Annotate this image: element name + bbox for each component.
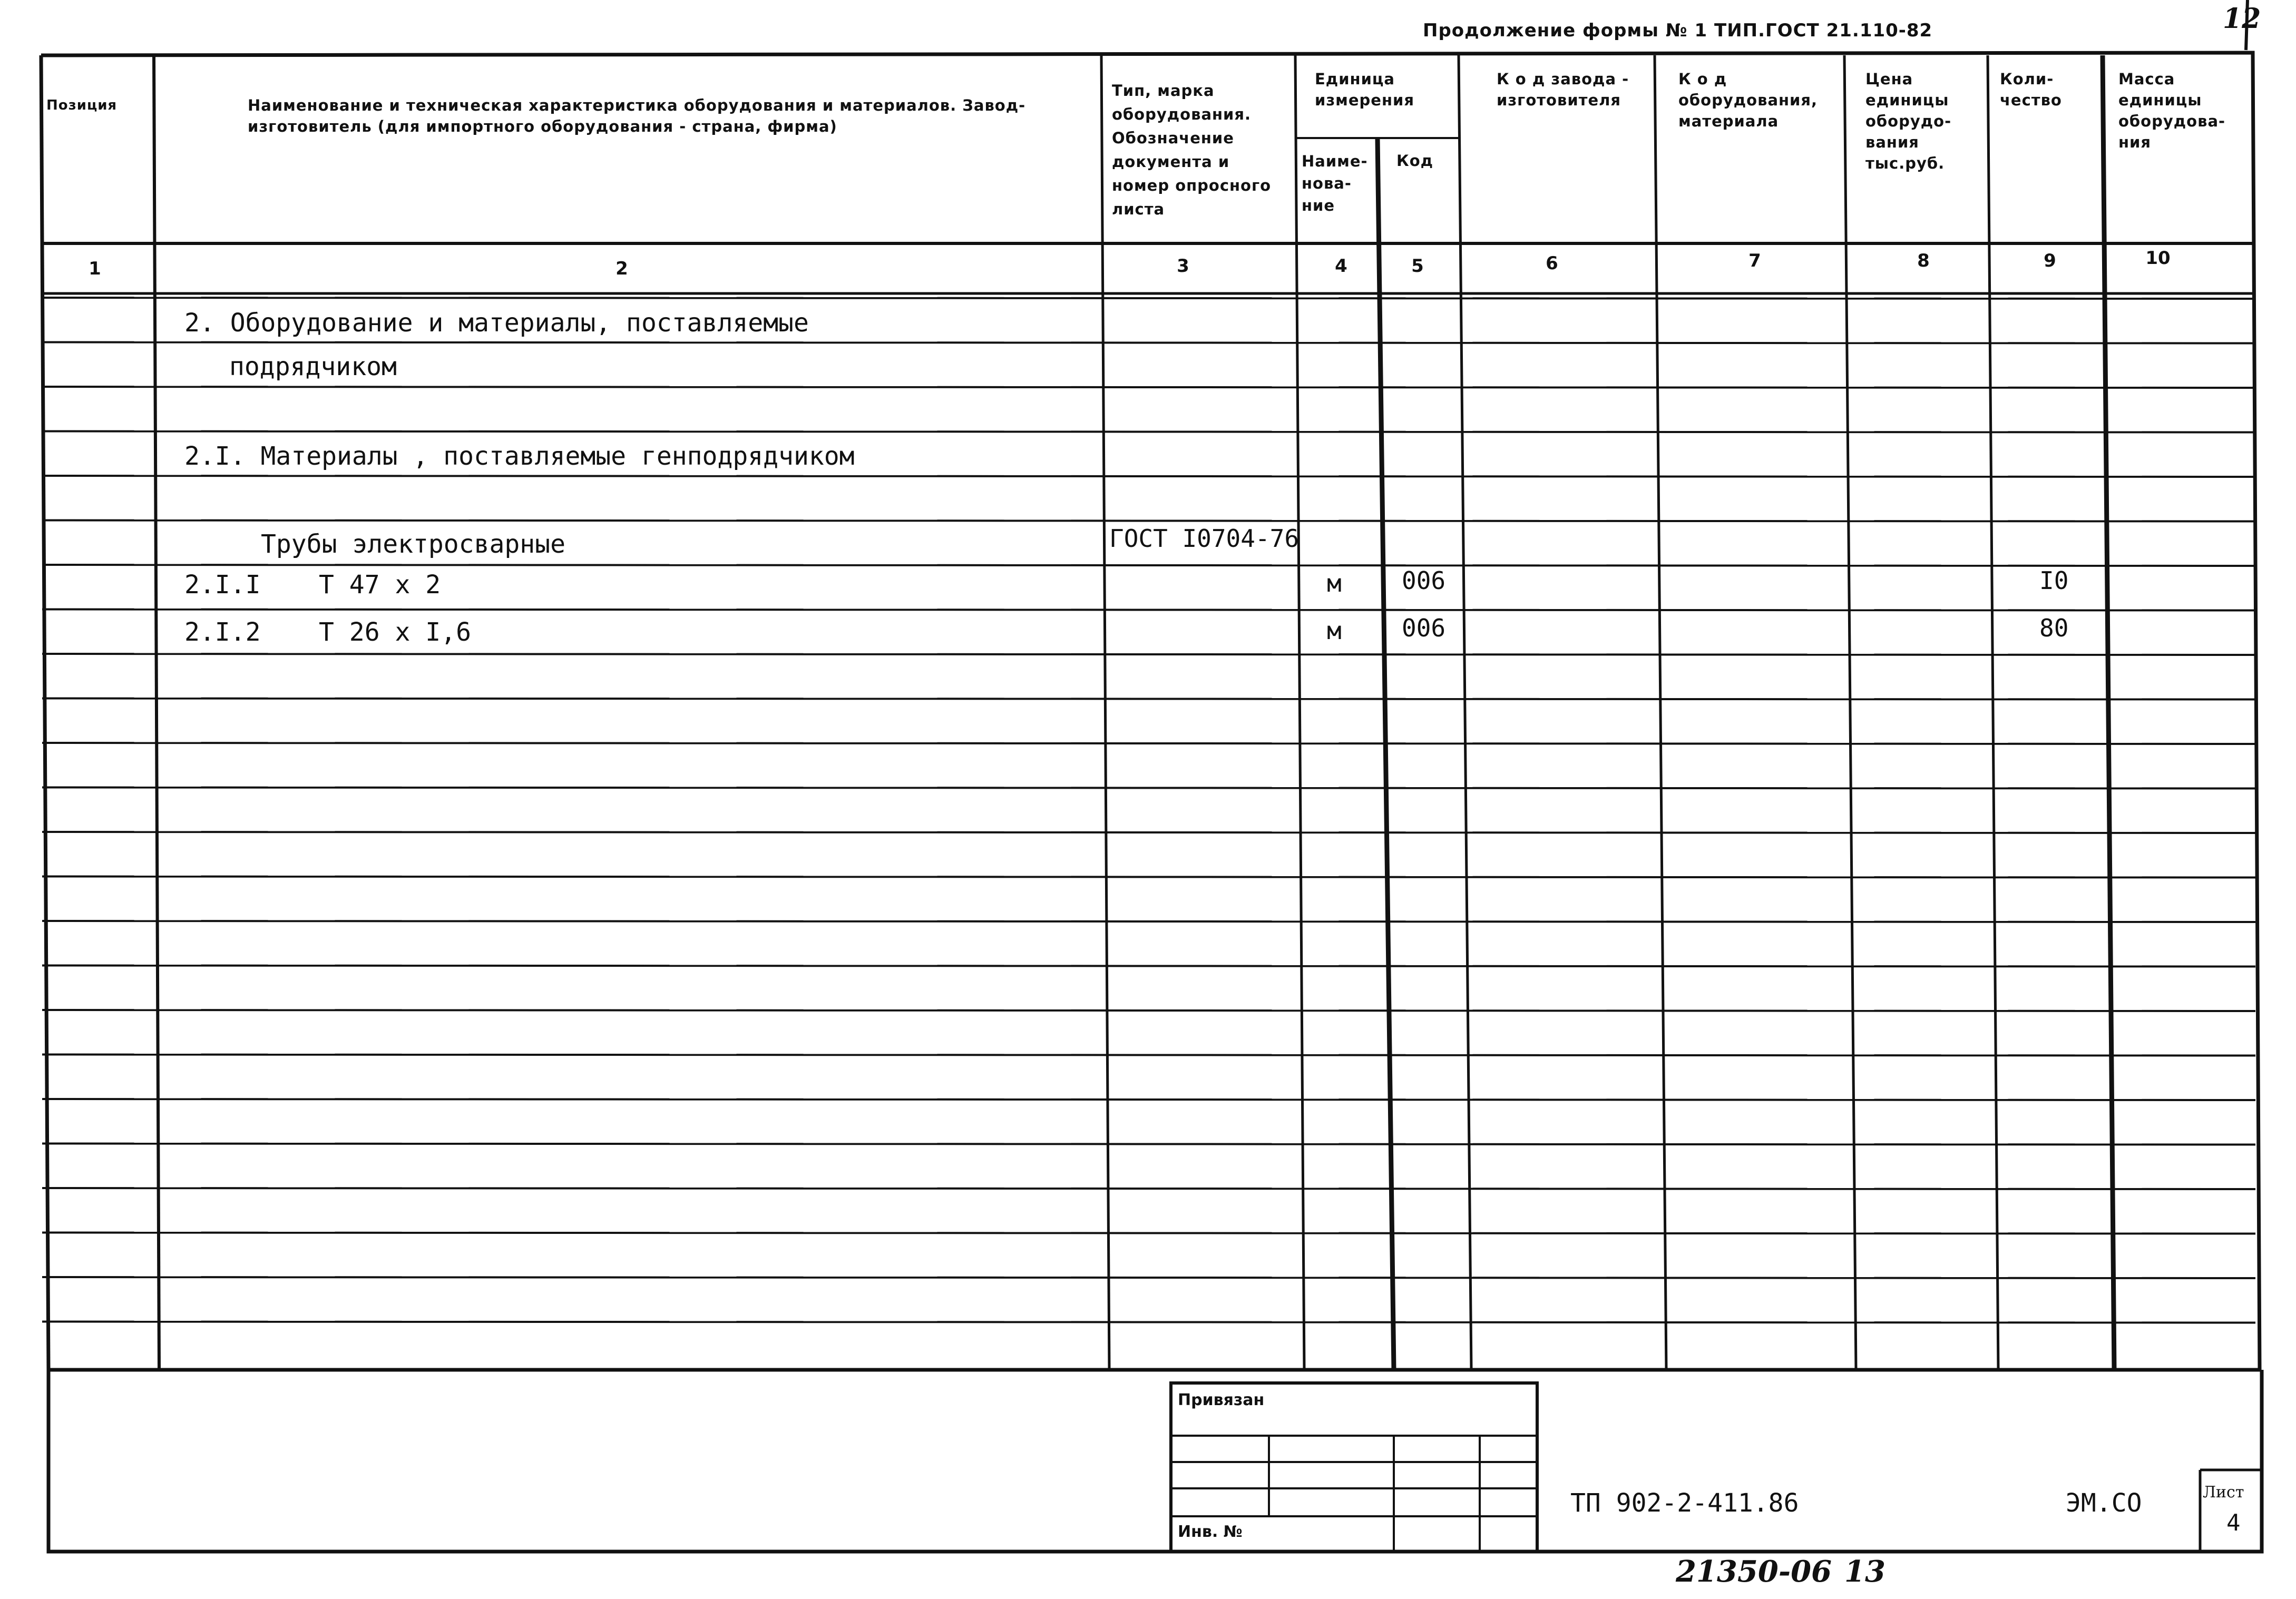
- item-group-name: Трубы электросварные: [261, 529, 565, 559]
- col-header-plant-code: К о д завода - изготовителя: [1497, 70, 1629, 109]
- row-2-position: 2.I.2: [184, 617, 261, 647]
- form-row-line: [42, 966, 2255, 967]
- col-header-mass: Масса единицы оборудова-ния: [2118, 70, 2226, 151]
- col-number-4: 4: [1335, 256, 1347, 277]
- footer-page-number: 13: [1844, 1554, 1885, 1589]
- form-row-line: [42, 1233, 2255, 1234]
- section-title-line-2: подрядчиком: [229, 352, 397, 381]
- stamp-inventory-label: Инв. №: [1178, 1523, 1243, 1541]
- form-row-line: [42, 877, 2255, 878]
- page-mark: 12: [2223, 3, 2261, 35]
- form-row-line: [42, 342, 2255, 344]
- stamp-section-code: ЭМ.СО: [2066, 1488, 2142, 1518]
- col-number-9: 9: [2044, 250, 2056, 271]
- form-row-line: [42, 1144, 2255, 1145]
- form-row-line: [42, 1277, 2255, 1278]
- col-header-unit-code: Код: [1396, 152, 1434, 170]
- col-number-1: 1: [89, 258, 101, 279]
- form-row-line: [42, 565, 2255, 566]
- stamp-bound-label: Привязан: [1178, 1391, 1265, 1409]
- row-1-quantity: I0: [2039, 566, 2069, 595]
- form-row-line: [42, 1188, 2255, 1189]
- col-header-type: Тип, марка оборудования. Обозначение документа и номер опросного листа: [1112, 82, 1272, 218]
- form-continuation-label: Продолжение формы № 1 ТИП.ГОСТ 21.110-82: [1423, 20, 1933, 41]
- form-row-line: [42, 610, 2255, 611]
- form-row-line: [42, 699, 2255, 700]
- col-header-position: Позиция: [46, 97, 118, 113]
- subsection-title: 2.I. Материалы , поставляемые генподрядчиком: [184, 442, 855, 471]
- row-1-position: 2.I.I: [184, 570, 261, 600]
- col-header-equipment-code: К о д оборудования, материала: [1678, 70, 1818, 130]
- row-2-unit-code: 006: [1402, 614, 1446, 642]
- form-row-line: [42, 1010, 2255, 1011]
- form-row-line: [42, 476, 2255, 477]
- form-row-line: [42, 298, 2255, 299]
- col-number-7: 7: [1748, 250, 1761, 271]
- col-header-quantity: Коли-чество: [2000, 70, 2062, 109]
- form-row-line: [42, 431, 2255, 433]
- form-row-line: [42, 832, 2255, 833]
- form-row-line: [42, 743, 2255, 744]
- row-2-unit: м: [1327, 616, 1342, 645]
- row-1-unit: м: [1327, 569, 1342, 597]
- form-row-line: [42, 1055, 2255, 1056]
- col-number-3: 3: [1177, 256, 1189, 277]
- col-number-10: 10: [2145, 248, 2171, 269]
- row-2-quantity: 80: [2039, 614, 2069, 642]
- form-row-line: [42, 1322, 2255, 1323]
- form-row-line: [42, 654, 2255, 655]
- stamp-sheet-label: Лист: [2203, 1483, 2244, 1502]
- col-number-2: 2: [615, 258, 628, 279]
- col-number-5: 5: [1411, 256, 1424, 277]
- form-row-line: [42, 387, 2255, 388]
- stamp-sheet-number: 4: [2226, 1509, 2241, 1536]
- col-header-unit-group: Единица измерения: [1315, 70, 1414, 109]
- row-1-name: Т 47 х 2: [319, 570, 441, 600]
- col-number-8: 8: [1917, 250, 1930, 271]
- col-header-name: Наименование и техническая характеристика оборудования и материалов. Завод-изготовитель (для импортного оборудования - страна, фирма): [248, 96, 1026, 135]
- row-2-name: Т 26 х I,6: [319, 617, 471, 647]
- stamp-document-code: ТП 902-2-411.86: [1570, 1488, 1799, 1518]
- col-number-6: 6: [1546, 253, 1558, 274]
- section-title-line-1: 2. Оборудование и материалы, поставляемые: [184, 308, 809, 338]
- form-row-line: [42, 521, 2255, 522]
- col-header-unit-name: Наиме-нова-ние: [1302, 152, 1368, 214]
- form-row-line: [42, 921, 2255, 922]
- col-header-unit-price: Цена единицы оборудо-вания тыс.руб.: [1865, 70, 1952, 172]
- form-row-line: [42, 1099, 2255, 1100]
- footer-archive-number: 21350-06: [1676, 1554, 1832, 1589]
- item-group-standard: ГОСТ I0704-76: [1109, 524, 1300, 553]
- row-1-unit-code: 006: [1402, 566, 1446, 595]
- form-row-line: [42, 788, 2255, 789]
